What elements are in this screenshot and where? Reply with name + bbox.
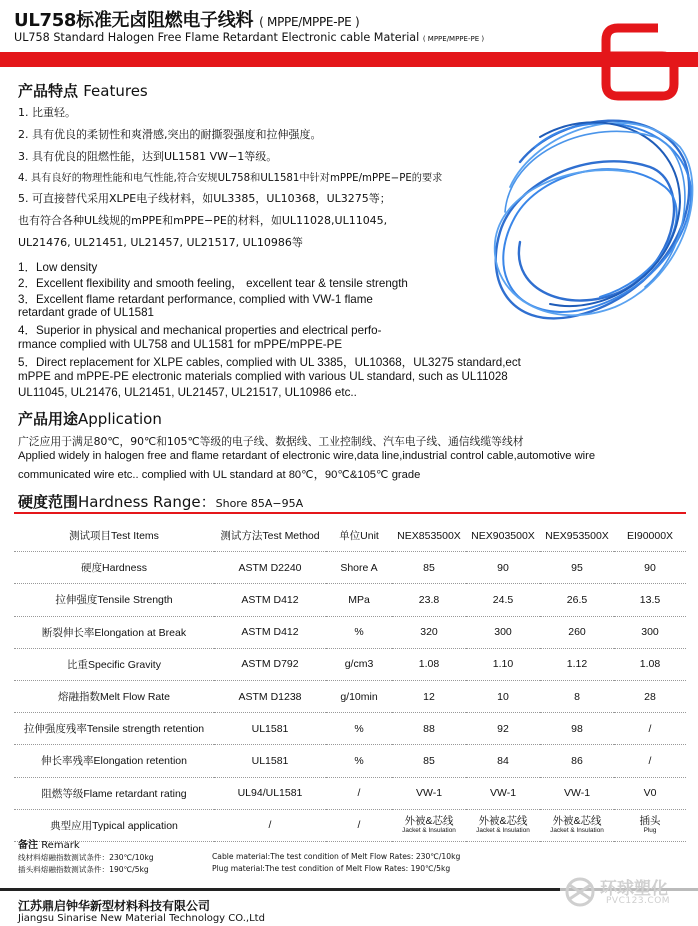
cell: / bbox=[326, 809, 392, 841]
remark-note-en-1: Cable material:The test condition of Melt Flow Rates: 230℃/10kg bbox=[212, 852, 461, 861]
cell: 98 bbox=[540, 713, 614, 745]
cell: 1.08 bbox=[614, 648, 686, 680]
table-row bbox=[14, 777, 686, 809]
page-number-text: 6 bbox=[600, 18, 601, 19]
company-name-en: Jiangsu Sinarise New Material Technology CO.,Ltd bbox=[18, 913, 265, 924]
hardness-heading bbox=[18, 491, 303, 512]
properties-table bbox=[14, 520, 686, 842]
hardness-heading-en: Hardness Range bbox=[78, 493, 201, 511]
typical-en: Jacket & Insulation bbox=[550, 827, 604, 835]
feature-cn-4: 4. 具有良好的物理性能和电气性能,符合安规UL758和UL1581中针对mPPE/mPPE−PE的要求 bbox=[18, 173, 443, 184]
page-title bbox=[14, 6, 359, 32]
cell: 90 bbox=[614, 552, 686, 584]
title-cn: UL758标准无卤阻燃电子线料 bbox=[14, 10, 254, 31]
feature-en-1: 1．Low density bbox=[18, 261, 98, 274]
remark-note-cn-2: 插头料熔融指数测试条件：190℃/5kg bbox=[18, 865, 149, 874]
table-row bbox=[14, 745, 686, 777]
cell bbox=[392, 809, 466, 841]
cell: 300 bbox=[466, 616, 540, 648]
table-row bbox=[14, 552, 686, 584]
application-cn: 广泛应用于满足80℃，90℃和105℃等级的电子线、数据线、工业控制线、汽车电子线、通信线缆等线材 bbox=[18, 435, 524, 448]
cell: 24.5 bbox=[466, 584, 540, 616]
header-test-method: 测试方法Test Method bbox=[214, 520, 326, 552]
application-en-1: Applied widely in halogen free and flame retardant of electronic wire,data line,industrial control cable,automotive wire bbox=[18, 450, 596, 462]
cell: 320 bbox=[392, 616, 466, 648]
watermark-name: 环球塑化 bbox=[600, 879, 668, 899]
cell: ASTM D412 bbox=[214, 616, 326, 648]
table-row bbox=[14, 680, 686, 712]
application-heading-en: Application bbox=[78, 410, 162, 428]
feature-en-5c: UL11045, UL21476, UL21451, UL21457, UL21517, UL10986 etc.. bbox=[18, 386, 357, 399]
cell bbox=[466, 809, 540, 841]
feature-en-5b: mPPE and mPPE-PE electronic materials complied with various UL standard, such as UL11028 bbox=[18, 370, 508, 383]
cell: ASTM D2240 bbox=[214, 552, 326, 584]
features-heading-cn: 产品特点 bbox=[18, 82, 79, 100]
section-divider bbox=[14, 512, 686, 514]
cell: Shore A bbox=[326, 552, 392, 584]
cell: 85 bbox=[392, 552, 466, 584]
title-cn-sub: ( MPPE/MPPE-PE ) bbox=[259, 15, 360, 29]
title-en-sub: ( MPPE/MPPE-PE ) bbox=[422, 35, 485, 43]
header-red-bar bbox=[0, 52, 698, 67]
header-test-items: 测试项目Test Items bbox=[14, 520, 214, 552]
features-heading-en: Features bbox=[83, 82, 148, 100]
feature-en-4: 4．Superior in physical and mechanical properties and electrical perfo- bbox=[18, 324, 382, 337]
cell: 阻燃等级Flame retardant rating bbox=[14, 777, 214, 809]
remark-title-en: Remark bbox=[41, 840, 80, 851]
cell: 1.12 bbox=[540, 648, 614, 680]
cell: 12 bbox=[392, 680, 466, 712]
feature-cn-2: 2. 具有优良的柔韧性和爽滑感,突出的耐撕裂强度和拉伸强度。 bbox=[18, 128, 322, 141]
cell: MPa bbox=[326, 584, 392, 616]
cell: 1.08 bbox=[392, 648, 466, 680]
cell: 26.5 bbox=[540, 584, 614, 616]
header-nex903500x: NEX903500X bbox=[466, 520, 540, 552]
typical-en: Plug bbox=[643, 827, 657, 835]
feature-en-3b: retardant grade of UL1581 bbox=[18, 306, 155, 319]
cell: % bbox=[326, 745, 392, 777]
cell: 92 bbox=[466, 713, 540, 745]
feature-cn-6: 也有符合各种UL线规的mPPE和mPPE−PE的材料，如UL11028,UL11045, bbox=[18, 214, 388, 227]
typical-cn: 外被&芯线 bbox=[552, 815, 602, 828]
cell: / bbox=[326, 777, 392, 809]
cell: UL94/UL1581 bbox=[214, 777, 326, 809]
cell: 86 bbox=[540, 745, 614, 777]
cell: 伸长率残率Elongation retention bbox=[14, 745, 214, 777]
typical-cn: 插头 bbox=[639, 815, 661, 828]
feature-cn-3: 3. 具有优良的阻燃性能，达到UL1581 VW−1等级。 bbox=[18, 150, 278, 163]
cell: 23.8 bbox=[392, 584, 466, 616]
page-subtitle bbox=[14, 31, 484, 44]
cell: 1.10 bbox=[466, 648, 540, 680]
cell: % bbox=[326, 616, 392, 648]
cell bbox=[540, 809, 614, 841]
cell: 比重Specific Gravity bbox=[14, 648, 214, 680]
cable-product-image bbox=[480, 92, 695, 332]
cell: 13.5 bbox=[614, 584, 686, 616]
cell: 10 bbox=[466, 680, 540, 712]
cell: 拉伸强度Tensile Strength bbox=[14, 584, 214, 616]
typical-en: Jacket & Insulation bbox=[476, 827, 530, 835]
feature-en-4b: rmance complied with UL758 and UL1581 for mPPE/mPPE-PE bbox=[18, 338, 343, 351]
cell: 260 bbox=[540, 616, 614, 648]
feature-cn-7: UL21476, UL21451, UL21457, UL21517, UL10986等 bbox=[18, 236, 303, 249]
cell: 85 bbox=[392, 745, 466, 777]
cell: 90 bbox=[466, 552, 540, 584]
application-heading-cn: 产品用途 bbox=[18, 410, 79, 428]
header-nex953500x: NEX953500X bbox=[540, 520, 614, 552]
cell: 95 bbox=[540, 552, 614, 584]
header-ei90000x: EI90000X bbox=[614, 520, 686, 552]
remark-title-cn: 备注 bbox=[18, 840, 38, 851]
typical-cn: 外被&芯线 bbox=[404, 815, 454, 828]
remark-note-cn-1: 线材料熔融指数测试条件：230℃/10kg bbox=[18, 853, 154, 862]
cell bbox=[614, 809, 686, 841]
cell: VW-1 bbox=[466, 777, 540, 809]
cell: / bbox=[614, 713, 686, 745]
cell: VW-1 bbox=[540, 777, 614, 809]
hardness-heading-cn: 硬度范围 bbox=[18, 493, 79, 511]
cell: VW-1 bbox=[392, 777, 466, 809]
cell: 典型应用Typical application bbox=[14, 809, 214, 841]
table-row bbox=[14, 648, 686, 680]
cell: 拉伸强度残率Tensile strength retention bbox=[14, 713, 214, 745]
cell: ASTM D412 bbox=[214, 584, 326, 616]
hardness-value: Shore 85A−95A bbox=[215, 497, 304, 510]
cell: 300 bbox=[614, 616, 686, 648]
feature-cn-1: 1. 比重轻。 bbox=[18, 106, 76, 119]
cell: 88 bbox=[392, 713, 466, 745]
watermark-icon bbox=[560, 872, 600, 912]
cell: 硬度Hardness bbox=[14, 552, 214, 584]
application-heading bbox=[18, 408, 162, 429]
hardness-colon: ： bbox=[200, 493, 216, 511]
typical-en: Jacket & Insulation bbox=[402, 827, 456, 835]
application-en-2: communicated wire etc.. complied with UL standard at 80℃，90℃&105℃ grade bbox=[18, 469, 421, 481]
table-row-typical-application bbox=[14, 809, 686, 841]
feature-en-5: 5．Direct replacement for XLPE cables, complied with UL 3385，UL10368，UL3275 standard,ect bbox=[18, 356, 521, 369]
feature-cn-5: 5. 可直接替代采用XLPE电子线材料，如UL3385，UL10368，UL3275等； bbox=[18, 192, 391, 205]
table-header-row bbox=[14, 520, 686, 552]
table-row bbox=[14, 616, 686, 648]
cell: / bbox=[614, 745, 686, 777]
watermark-site: PVC123.COM bbox=[606, 896, 671, 906]
features-heading bbox=[18, 80, 148, 101]
cell: % bbox=[326, 713, 392, 745]
remark-title bbox=[18, 836, 80, 851]
watermark-logo bbox=[560, 872, 692, 914]
cell: 断裂伸长率Elongation at Break bbox=[14, 616, 214, 648]
header-unit: 单位Unit bbox=[326, 520, 392, 552]
cell: 熔融指数Melt Flow Rate bbox=[14, 680, 214, 712]
company-name-cn: 江苏鼎启钟华新型材料科技有限公司 bbox=[18, 899, 211, 913]
feature-en-3: 3．Excellent flame retardant performance, complied with VW-1 flame bbox=[18, 293, 373, 306]
cell: g/10min bbox=[326, 680, 392, 712]
cell: ASTM D1238 bbox=[214, 680, 326, 712]
table-row bbox=[14, 713, 686, 745]
cell: V0 bbox=[614, 777, 686, 809]
cell: 28 bbox=[614, 680, 686, 712]
cell: ASTM D792 bbox=[214, 648, 326, 680]
remark-note-en-2: Plug material:The test condition of Melt Flow Rates: 190℃/5kg bbox=[212, 864, 451, 873]
cell: UL1581 bbox=[214, 713, 326, 745]
feature-en-2: 2．Excellent flexibility and smooth feeling， excellent tear & tensile strength bbox=[18, 277, 408, 290]
cell: 84 bbox=[466, 745, 540, 777]
header-nex853500x: NEX853500X bbox=[392, 520, 466, 552]
cell: 8 bbox=[540, 680, 614, 712]
typical-cn: 外被&芯线 bbox=[478, 815, 528, 828]
cell: g/cm3 bbox=[326, 648, 392, 680]
cell: UL1581 bbox=[214, 745, 326, 777]
cell: / bbox=[214, 809, 326, 841]
table-row bbox=[14, 584, 686, 616]
title-en: UL758 Standard Halogen Free Flame Retardant Electronic cable Material bbox=[14, 31, 420, 44]
